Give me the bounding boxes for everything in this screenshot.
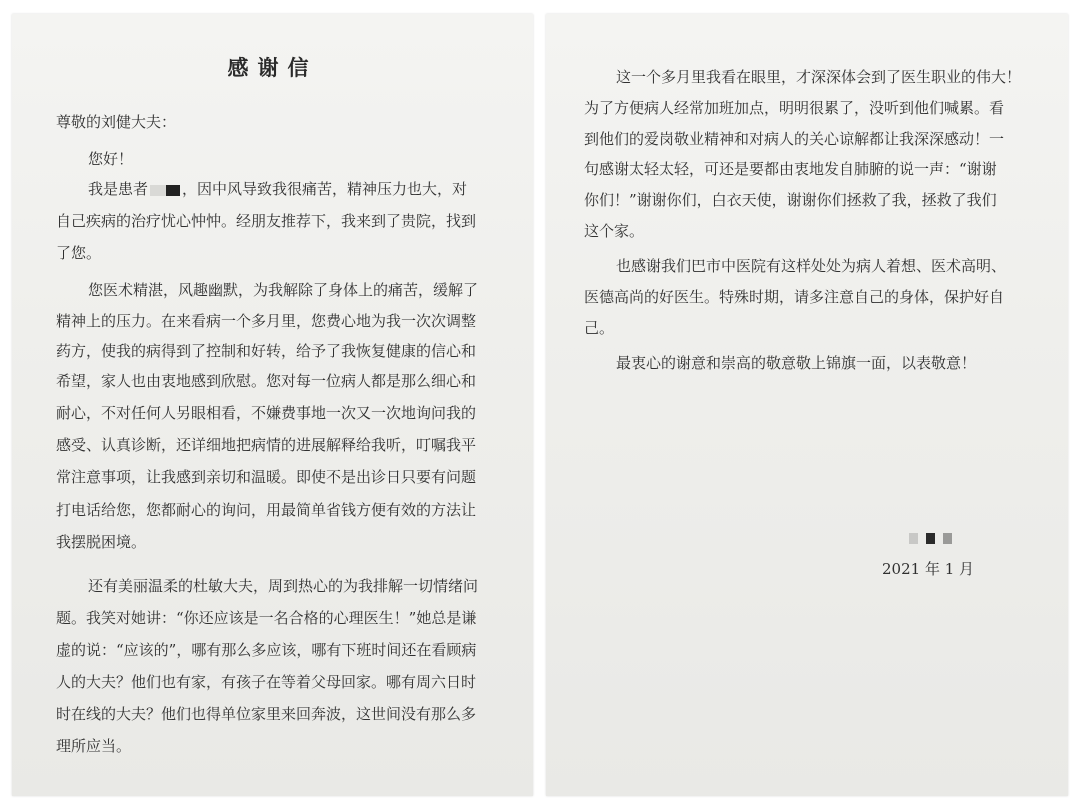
- letter-page-right: [546, 14, 1068, 796]
- intro-line: [88, 178, 467, 199]
- letter-line: 也感谢我们巴市中医院有这样处处为病人着想、医术高明、: [616, 257, 1007, 275]
- intro-after: ，因中风导致我很痛苦，精神压力也大，对: [182, 180, 468, 198]
- letter-line: 题。我笑对她讲：“你还应该是一名合格的心理医生！”她总是谦: [56, 609, 477, 627]
- letter-line: 到他们的爱岗敬业精神和对病人的关心谅解都让我深深感动！一: [584, 130, 1005, 148]
- letter-line: 时在线的大夫？他们也得单位家里来回奔波，这世间没有那么多: [56, 705, 477, 723]
- intro-before: 我是患者: [88, 180, 149, 198]
- letter-line: 己。: [584, 319, 615, 337]
- redaction-block: [943, 533, 952, 544]
- redacted-name-dark: [166, 185, 180, 196]
- redacted-signature: [909, 529, 960, 548]
- letter-line: 了您。: [56, 244, 102, 262]
- letter-line: 这个家。: [584, 222, 645, 240]
- letter-line: 自己疾病的治疗忧心忡忡。经朋友推荐下，我来到了贵院，找到: [56, 212, 477, 230]
- salutation: 尊敬的刘健大夫：: [56, 113, 177, 131]
- redaction-block: [926, 533, 935, 544]
- letter-line: 打电话给您，您都耐心的询问，用最简单省钱方便有效的方法让: [56, 501, 477, 519]
- letter-line: 理所应当。: [56, 737, 132, 755]
- letter-line: 药方，使我的病得到了控制和好转，给予了我恢复健康的信心和: [56, 342, 477, 360]
- letter-line: 我摆脱困境。: [56, 533, 147, 551]
- letter-line: 耐心，不对任何人另眼相看，不嫌费事地一次又一次地询问我的: [56, 404, 477, 422]
- redaction-block: [909, 533, 918, 544]
- letter-line: 最衷心的谢意和崇高的敬意敬上锦旗一面，以表敬意！: [616, 354, 977, 372]
- letter-line: 这一个多月里我看在眼里，才深深体会到了医生职业的伟大！: [616, 68, 1022, 86]
- letter-line: 您医术精湛，风趣幽默，为我解除了身体上的痛苦，缓解了: [88, 281, 479, 299]
- letter-page-left: [12, 14, 533, 796]
- letter-line: 虚的说：“应该的”，哪有那么多应该，哪有下班时间还在看顾病: [56, 641, 477, 659]
- letter-date: 2021 年 1 月: [882, 560, 975, 578]
- letter-line: 人的大夫？他们也有家，有孩子在等着父母回家。哪有周六日时: [56, 673, 477, 691]
- letter-line: 句感谢太轻太轻，可还是要都由衷地发自肺腑的说一声：“谢谢: [584, 160, 997, 178]
- letter-line: 医德高尚的好医生。特殊时期，请多注意自己的身体，保护好自: [584, 288, 1005, 306]
- redacted-name-light: [150, 185, 166, 196]
- letter-title: 感谢信: [227, 55, 318, 80]
- letter-line: 为了方便病人经常加班加点，明明很累了，没听到他们喊累。看: [584, 99, 1005, 117]
- letter-line: 希望，家人也由衷地感到欣慰。您对每一位病人都是那么细心和: [56, 372, 477, 390]
- letter-line: 还有美丽温柔的杜敏大夫，周到热心的为我排解一切情绪问: [88, 577, 479, 595]
- greeting: 您好！: [88, 150, 134, 168]
- letter-line: 你们！”谢谢你们，白衣天使，谢谢你们拯救了我，拯救了我们: [584, 191, 997, 209]
- letter-line: 精神上的压力。在来看病一个多月里，您费心地为我一次次调整: [56, 312, 477, 330]
- letter-line: 常注意事项，让我感到亲切和温暖。即使不是出诊日只要有问题: [56, 468, 477, 486]
- letter-line: 感受、认真诊断，还详细地把病情的进展解释给我听，叮嘱我平: [56, 436, 477, 454]
